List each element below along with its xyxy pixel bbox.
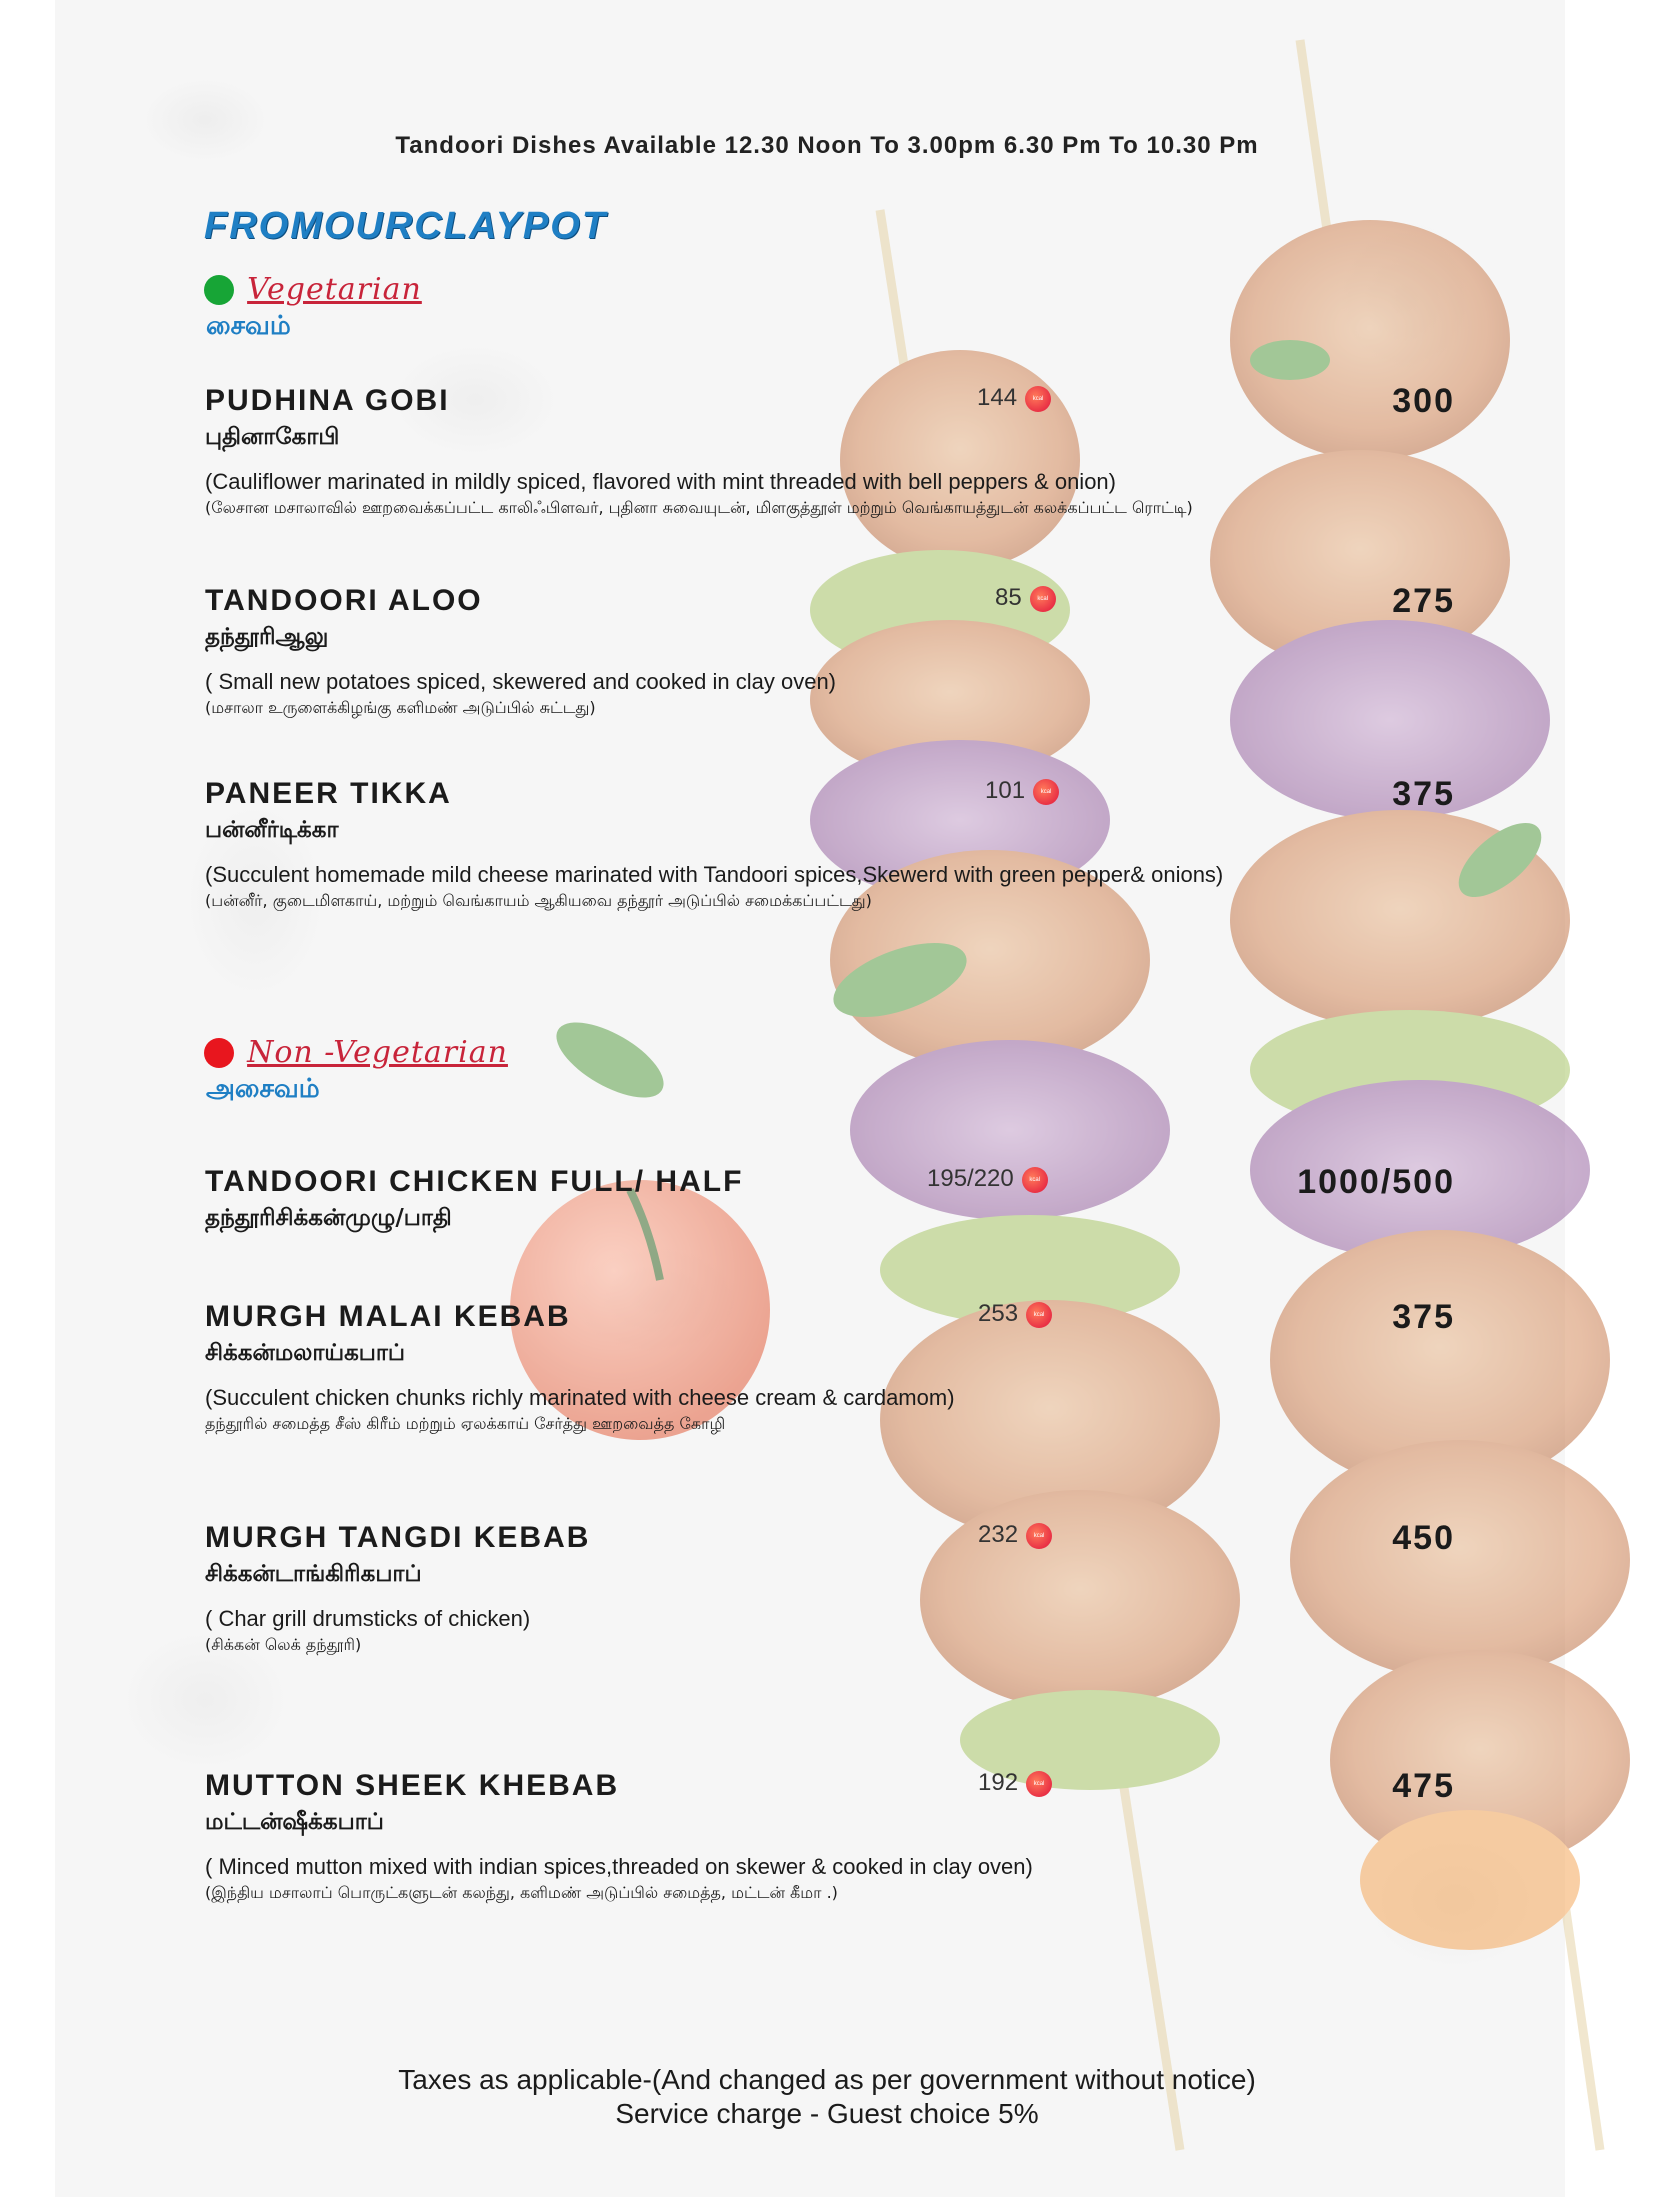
item-calories <box>995 584 1056 612</box>
item-name: PUDHINA GOBI <box>205 384 450 417</box>
item-name: MUTTON SHEEK KHEBAB <box>205 1769 620 1802</box>
item-description: ( Char grill drumsticks of chicken) <box>205 1606 531 1631</box>
tandoori-hours-banner: Tandoori Dishes Available 12.30 Noon To 3.00pm 6.30 Pm To 10.30 Pm <box>395 132 1259 159</box>
nonveg-indicator-icon <box>204 1038 234 1068</box>
item-description-tamil: (இந்திய மசாலாப் பொருட்களுடன் கலந்து, களிமண் அடுப்பில் சமைத்த, மட்டன் கீமா .) <box>205 1883 838 1902</box>
non-vegetarian-label-tamil: அசைவம் <box>206 1074 320 1104</box>
item-description: (Succulent homemade mild cheese marinated with Tandoori spices,Skewerd with green pepper& onions) <box>205 862 1224 887</box>
item-name: MURGH MALAI KEBAB <box>205 1300 571 1333</box>
item-price: 375 <box>1392 1298 1455 1336</box>
item-description-tamil: (லேசான மசாலாவில் ஊறவைக்கப்பட்ட காலிஃபிளவர், புதினா சுவையுடன், மிளகுத்தூள் மற்றும் வெங்காயத்துடன் கலக்கப்பட்ட ரொட்டி) <box>205 498 1193 517</box>
item-description-tamil: (பன்னீர், குடைமிளகாய், மற்றும் வெங்காயம் ஆகியவை தந்தூர் அடுப்பில் சமைக்கப்பட்டது) <box>205 891 872 910</box>
calorie-flame-icon: kcal <box>1022 1167 1048 1193</box>
item-calories <box>927 1165 1048 1193</box>
calorie-value: 85 <box>995 584 1022 611</box>
item-name-tamil: புதினாகோபி <box>205 424 340 450</box>
item-price: 300 <box>1392 382 1455 420</box>
item-price: 450 <box>1392 1519 1455 1557</box>
item-description: (Succulent chicken chunks richly marinated with cheese cream & cardamom) <box>205 1385 955 1410</box>
item-description-tamil: (சிக்கன் லெக் தந்தூரி) <box>205 1635 362 1654</box>
menu-item <box>205 1300 1455 1435</box>
calorie-value: 253 <box>978 1300 1019 1327</box>
calorie-value: 232 <box>978 1521 1019 1548</box>
item-description-tamil: தந்தூரில் சமைத்த சீஸ் கிரீம் மற்றும் ஏலக்காய் சேர்த்து ஊறவைத்த கோழி <box>205 1414 726 1433</box>
tax-note: Taxes as applicable-(And changed as per government without notice) <box>398 2064 1256 2095</box>
calorie-value: 195/220 <box>927 1165 1014 1192</box>
calorie-value: 192 <box>978 1769 1019 1796</box>
menu-item <box>205 1165 1455 1234</box>
calorie-flame-icon: kcal <box>1026 1302 1052 1328</box>
calorie-flame-icon: kcal <box>1030 586 1056 612</box>
veg-indicator-icon <box>204 275 234 305</box>
menu-item <box>205 1769 1455 1904</box>
item-price: 375 <box>1392 775 1455 813</box>
item-name: PANEER TIKKA <box>205 777 452 810</box>
calorie-value: 144 <box>977 384 1018 411</box>
menu-item <box>205 384 1455 519</box>
item-name-tamil: பன்னீர்டிக்கா <box>205 817 339 843</box>
calorie-value: 101 <box>985 777 1026 804</box>
item-price: 1000/500 <box>1297 1163 1455 1201</box>
item-description: ( Small new potatoes spiced, skewered and cooked in clay oven) <box>205 669 837 694</box>
item-price: 275 <box>1392 582 1455 620</box>
calorie-flame-icon: kcal <box>1025 386 1051 412</box>
item-description: ( Minced mutton mixed with indian spices,threaded on skewer & cooked in clay oven) <box>205 1854 1033 1879</box>
vegetarian-label: Vegetarian <box>247 272 422 307</box>
footer-notice <box>0 2063 1654 2131</box>
item-calories <box>978 1521 1052 1549</box>
item-name-tamil: தந்தூரிஆலு <box>205 624 329 650</box>
calorie-flame-icon: kcal <box>1026 1771 1052 1797</box>
vegetarian-heading <box>204 272 422 344</box>
menu-item <box>205 1521 1455 1656</box>
item-name: TANDOORI ALOO <box>205 584 483 617</box>
item-name-tamil: சிக்கன்டாங்கிரிகபாப் <box>205 1561 422 1587</box>
item-price: 475 <box>1392 1767 1455 1805</box>
non-vegetarian-heading <box>204 1035 508 1107</box>
menu-item <box>205 584 1455 719</box>
calorie-flame-icon: kcal <box>1026 1523 1052 1549</box>
item-calories <box>977 384 1051 412</box>
item-calories <box>985 777 1059 805</box>
item-name: TANDOORI CHICKEN FULL/ HALF <box>205 1165 744 1198</box>
menu-item <box>205 777 1455 912</box>
item-description: (Cauliflower marinated in mildly spiced, flavored with mint threaded with bell peppers & onion) <box>205 469 1116 494</box>
non-vegetarian-label: Non -Vegetarian <box>247 1035 508 1070</box>
item-name-tamil: சிக்கன்மலாய்கபாப் <box>205 1340 406 1366</box>
section-title: FROMOURCLAYPOT <box>204 205 608 247</box>
item-name-tamil: தந்தூரிசிக்கன்முழு/பாதி <box>205 1205 452 1231</box>
item-calories <box>978 1300 1052 1328</box>
service-charge-note: Service charge - Guest choice 5% <box>615 2098 1039 2129</box>
item-description-tamil: (மசாலா உருளைக்கிழங்கு களிமண் அடுப்பில் சுட்டது) <box>205 698 596 717</box>
calorie-flame-icon: kcal <box>1033 779 1059 805</box>
item-calories <box>978 1769 1052 1797</box>
item-name-tamil: மட்டன்ஷீக்கபாப் <box>205 1809 384 1835</box>
vegetarian-label-tamil: சைவம் <box>206 311 291 341</box>
item-name: MURGH TANGDI KEBAB <box>205 1521 591 1554</box>
